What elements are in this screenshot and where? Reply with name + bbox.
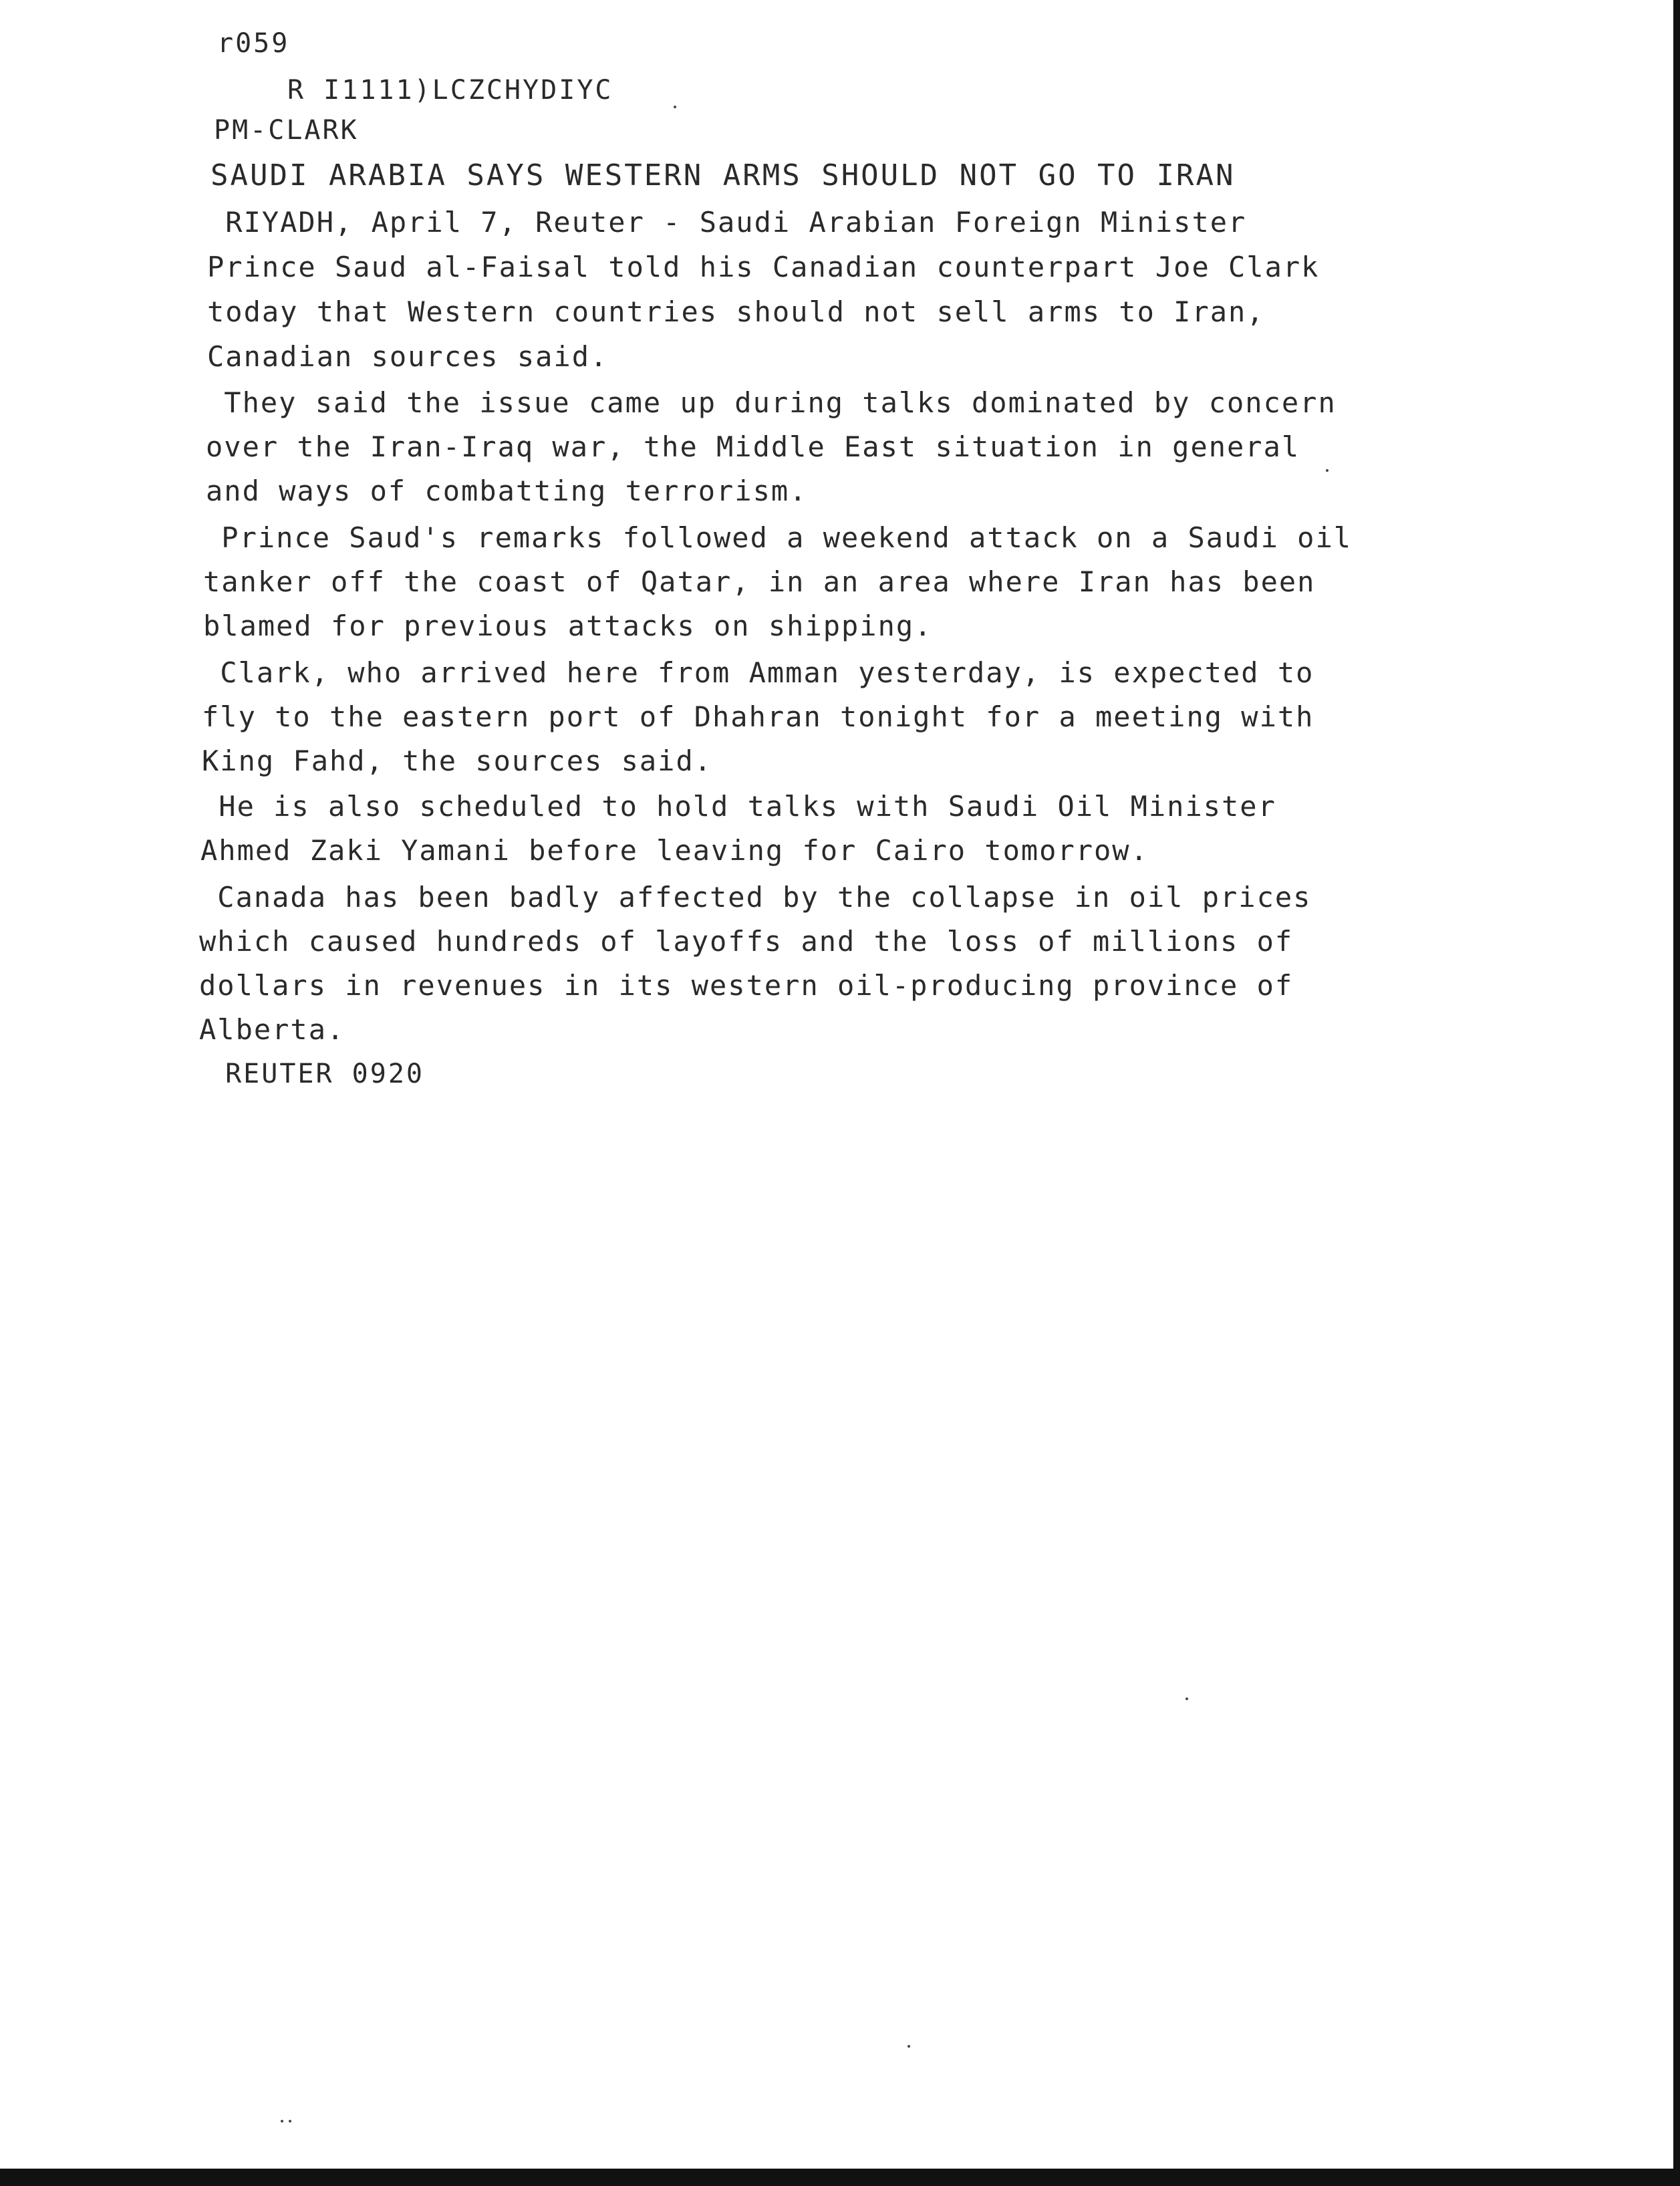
scan-border-right [1673, 0, 1680, 2186]
body-line: dollars in revenues in its western oil-producing province of [199, 969, 1294, 1002]
speck [289, 2120, 291, 2123]
body-line: fly to the eastern port of Dhahran tonight for a meeting with [202, 700, 1314, 733]
scan-border-bottom [0, 2169, 1680, 2186]
speck [1326, 469, 1328, 472]
body-line: RIYADH, April 7, Reuter - Saudi Arabian Foreign Minister [207, 206, 1247, 239]
body-line: which caused hundreds of layoffs and the loss of millions of [199, 925, 1294, 958]
body-line: He is also scheduled to hold talks with Saudi Oil Minister [200, 790, 1276, 823]
body-line: Canada has been badly affected by the collapse in oil prices [199, 881, 1312, 914]
body-line: Prince Saud's remarks followed a weekend attack on a Saudi oil [203, 521, 1353, 554]
body-line: King Fahd, the sources said. [202, 744, 713, 777]
body-line: today that Western countries should not sell arms to Iran, [207, 295, 1265, 328]
body-line: and ways of combatting terrorism. [206, 474, 808, 507]
speck [907, 2045, 910, 2048]
body-line: They said the issue came up during talks dominated by concern [206, 386, 1337, 419]
headline: SAUDI ARABIA SAYS WESTERN ARMS SHOULD NOT GO TO IRAN [211, 158, 1236, 192]
message-id: r059 [217, 28, 290, 59]
body-line: tanker off the coast of Qatar, in an area where Iran has been [203, 565, 1316, 598]
body-line: Ahmed Zaki Yamani before leaving for Cairo tomorrow. [200, 834, 1149, 867]
body-line: Alberta. [199, 1013, 345, 1046]
speck [674, 106, 676, 108]
body-line: Clark, who arrived here from Amman yesterday, is expected to [202, 656, 1314, 689]
body-line: Canadian sources said. [207, 340, 609, 373]
speck [281, 2120, 283, 2123]
slug-line: PM-CLARK [214, 115, 359, 146]
body-line: blamed for previous attacks on shipping. [203, 609, 933, 642]
body-line: Prince Saud al-Faisal told his Canadian counterpart Joe Clark [207, 251, 1320, 283]
routing-code: R I1111)LCZCHYDIYC [287, 75, 613, 106]
body-line: over the Iran-Iraq war, the Middle East situation in general [206, 430, 1300, 463]
footer-tag: REUTER 0920 [207, 1059, 424, 1089]
speck [1185, 1697, 1188, 1700]
